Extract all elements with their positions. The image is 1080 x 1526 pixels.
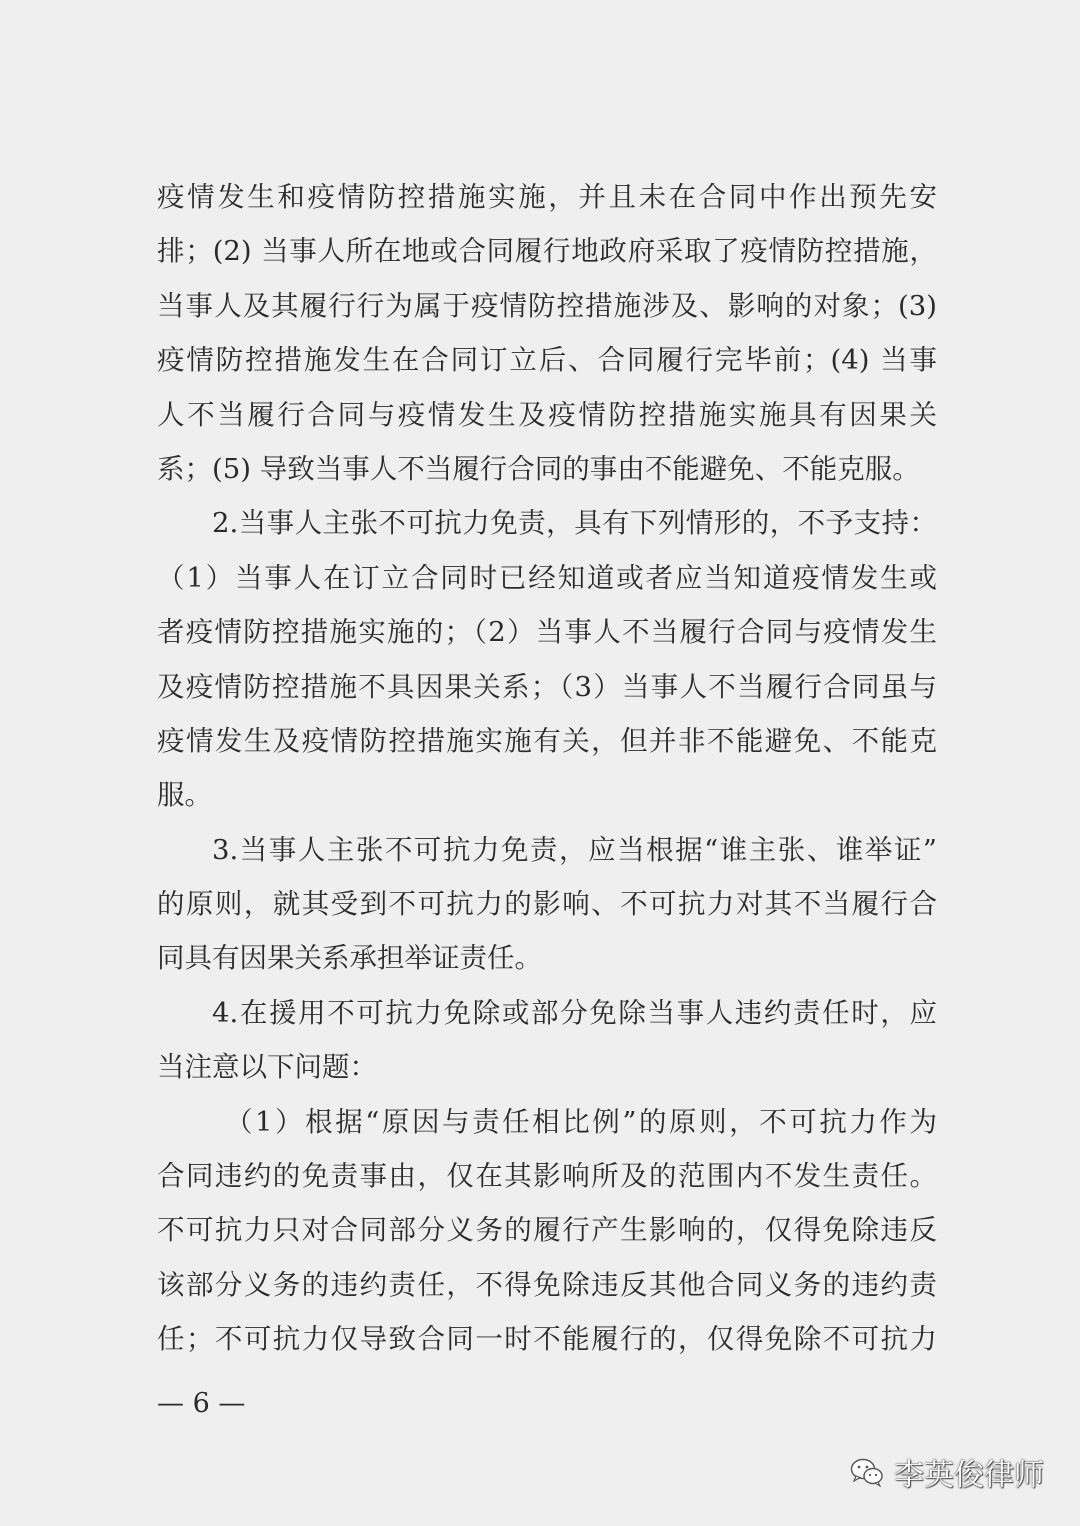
text-line: 服。 [157,779,212,812]
text-line: 任；不可抗力仅导致合同一时不能履行的，仅得免除不可抗力 [157,1323,937,1356]
text-line: 排；(2) 当事人所在地或合同履行地政府采取了疫情防控措施， [157,235,937,268]
text-line: 及疫情防控措施不具因果关系；（3）当事人不当履行合同虽与 [157,670,937,703]
text-line: 疫情发生及疫情防控措施实施有关，但并非不能避免、不能克 [157,724,937,757]
text-line: 4.在援用不可抗力免除或部分免除当事人违约责任时，应 [212,996,937,1029]
text-line: 系；(5) 导致当事人不当履行合同的事由不能避免、不能克服。 [157,452,920,485]
text-line: （1）当事人在订立合同时已经知道或者应当知道疫情发生或 [157,561,937,594]
page-number: — 6 — [157,1388,246,1419]
text-line: 不可抗力只对合同部分义务的履行产生影响的，仅得免除违反 [157,1214,937,1247]
text-line: 者疫情防控措施实施的；（2）当事人不当履行合同与疫情发生 [157,616,937,649]
text-line: 当注意以下问题： [157,1051,377,1084]
text-line: 2.当事人主张不可抗力免责，具有下列情形的，不予支持： [212,507,937,540]
text-line: 人不当履行合同与疫情发生及疫情防控措施实施具有因果关 [157,398,937,431]
text-line: 疫情发生和疫情防控措施实施，并且未在合同中作出预先安 [157,181,937,213]
text-line: 的原则，就其受到不可抗力的影响、不可抗力对其不当履行合 [157,888,937,921]
text-line: （1）根据“原因与责任相比例”的原则，不可抗力作为 [225,1105,937,1138]
wechat-icon [850,1457,884,1487]
text-line: 当事人及其履行行为属于疫情防控措施涉及、影响的对象；(3) [157,289,937,322]
watermark-text: 李英俊律师 [894,1458,1044,1493]
text-line: 该部分义务的违约责任，不得免除违反其他合同义务的违约责 [157,1268,937,1301]
text-line: 合同违约的免责事由，仅在其影响所及的范围内不发生责任。 [157,1160,937,1193]
text-line: 同具有因果关系承担举证责任。 [157,942,542,975]
watermark [850,1450,1044,1494]
text-line: 疫情防控措施发生在合同订立后、合同履行完毕前；(4) 当事 [157,344,937,377]
text-line: 3.当事人主张不可抗力免责，应当根据“谁主张、谁举证” [212,833,937,866]
document-body [157,170,937,1367]
